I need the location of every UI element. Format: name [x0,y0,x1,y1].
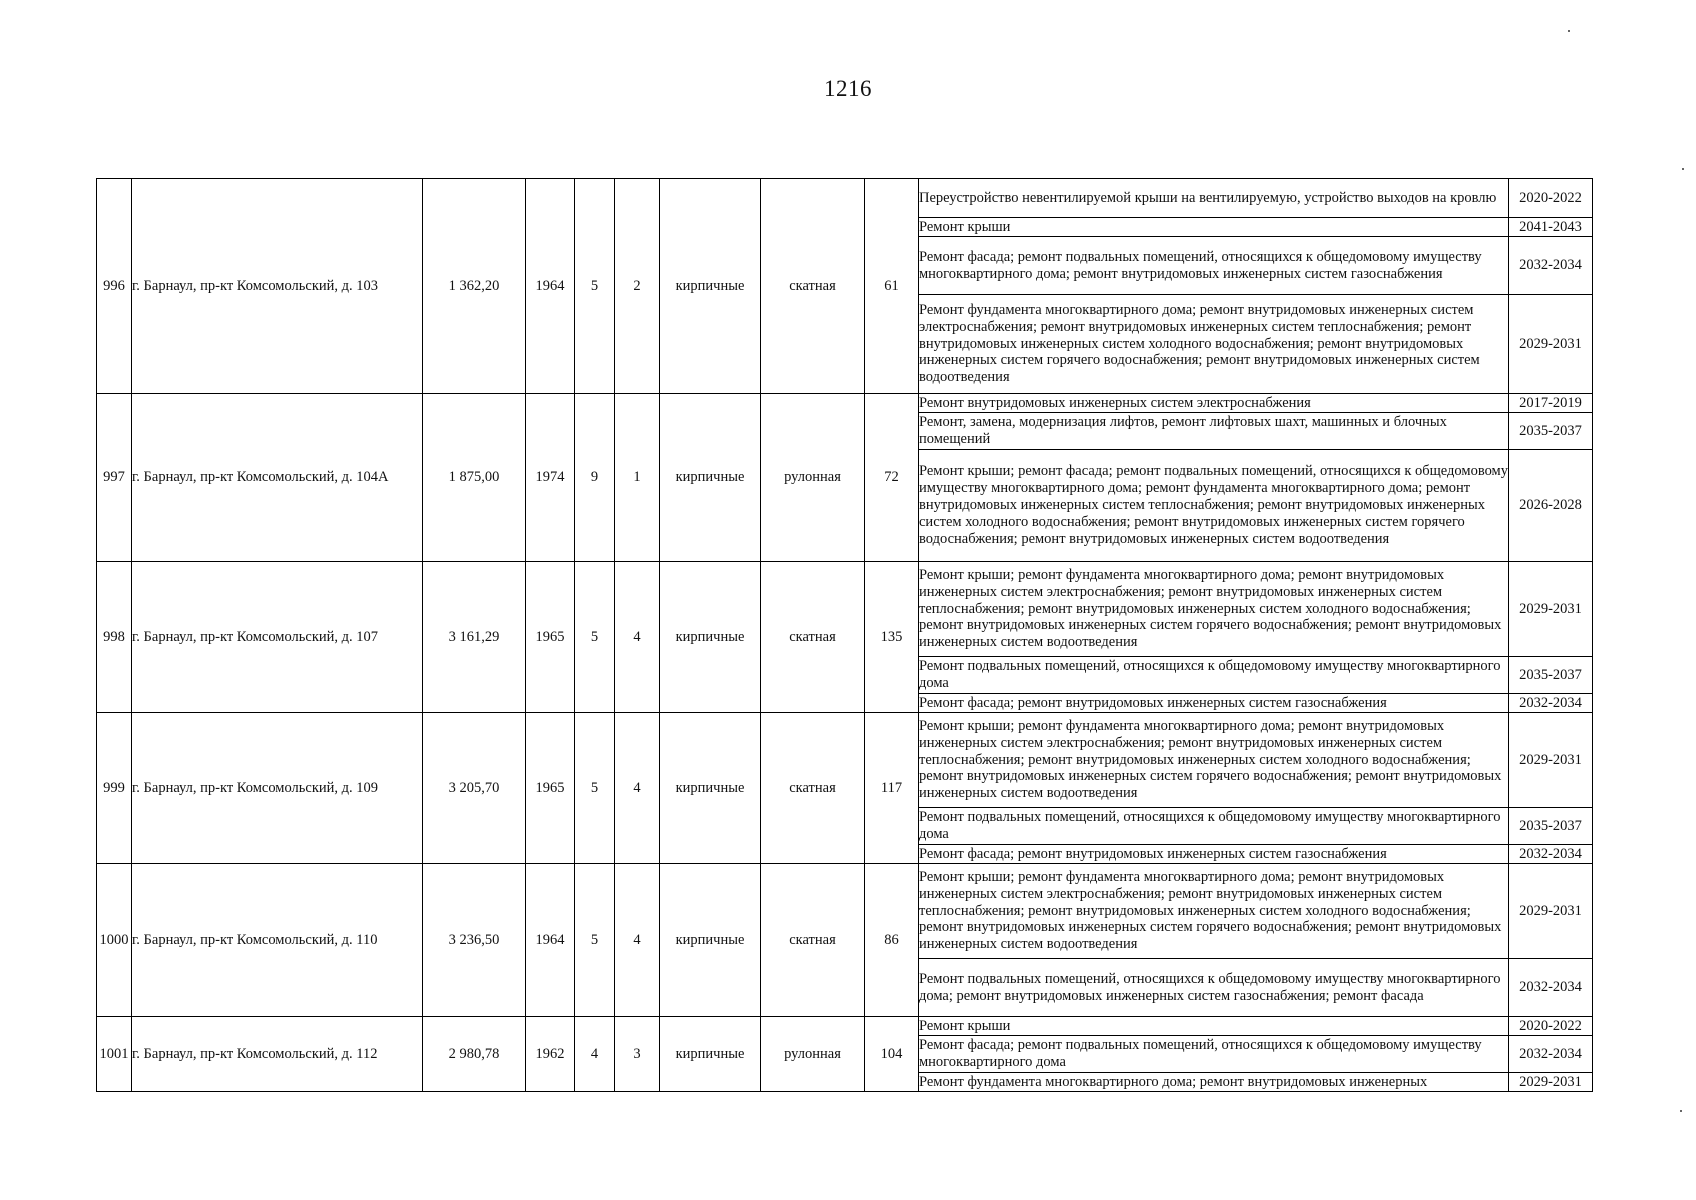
wall-material-cell: кирпичные [660,1017,761,1092]
total-area-cell: 2 980,78 [423,1017,526,1092]
year-built-cell: 1964 [526,179,575,394]
page-number: 1216 [824,76,872,101]
floors-count-cell: 5 [575,864,615,1017]
year-built-cell: 1965 [526,562,575,713]
apartments-count-cell: 117 [865,713,919,864]
wall-material-cell: кирпичные [660,394,761,562]
work-period-cell: 2032-2034 [1509,1036,1593,1073]
roof-type-cell: скатная [761,864,865,1017]
work-description-cell: Ремонт фундамента многоквартирного дома; ремонт внутридомовых инженерных [919,1073,1509,1092]
work-description-cell: Ремонт подвальных помещений, относящихся к общедомовому имуществу многоквартирного дома [919,808,1509,845]
floors-count-cell: 5 [575,713,615,864]
entrances-count-cell: 4 [615,864,660,1017]
row-number-cell: 1001 [97,1017,132,1092]
address-cell: г. Барнаул, пр-кт Комсомольский, д. 112 [132,1017,423,1092]
work-period-cell: 2029-2031 [1509,1073,1593,1092]
total-area-cell: 1 875,00 [423,394,526,562]
entrances-count-cell: 3 [615,1017,660,1092]
work-description-cell: Ремонт фасада; ремонт внутридомовых инженерных систем газоснабжения [919,845,1509,864]
address-cell: г. Барнаул, пр-кт Комсомольский, д. 103 [132,179,423,394]
scan-speck [1682,168,1684,170]
roof-type-cell: рулонная [761,1017,865,1092]
roof-type-cell: скатная [761,713,865,864]
work-period-cell: 2020-2022 [1509,179,1593,218]
apartments-count-cell: 61 [865,179,919,394]
total-area-cell: 3 205,70 [423,713,526,864]
work-description-cell: Ремонт крыши [919,218,1509,237]
work-period-cell: 2029-2031 [1509,295,1593,394]
work-period-cell: 2032-2034 [1509,845,1593,864]
work-description-cell: Ремонт подвальных помещений, относящихся к общедомовому имуществу многоквартирного дома [919,657,1509,694]
table-body [97,179,1593,1092]
roof-type-cell: скатная [761,179,865,394]
work-period-cell: 2035-2037 [1509,413,1593,450]
capital-repair-register-table [96,178,1593,1092]
table-row [97,864,1593,959]
work-description-cell: Переустройство невентилируемой крыши на вентилируемую, устройство выходов на кровлю [919,179,1509,218]
address-cell: г. Барнаул, пр-кт Комсомольский, д. 107 [132,562,423,713]
row-number-cell: 998 [97,562,132,713]
work-description-cell: Ремонт крыши [919,1017,1509,1036]
work-period-cell: 2032-2034 [1509,694,1593,713]
wall-material-cell: кирпичные [660,713,761,864]
year-built-cell: 1965 [526,713,575,864]
work-period-cell: 2041-2043 [1509,218,1593,237]
entrances-count-cell: 2 [615,179,660,394]
wall-material-cell: кирпичные [660,562,761,713]
total-area-cell: 3 161,29 [423,562,526,713]
work-description-cell: Ремонт фасада; ремонт внутридомовых инженерных систем газоснабжения [919,694,1509,713]
roof-type-cell: рулонная [761,394,865,562]
scan-speck [1680,1110,1682,1112]
work-period-cell: 2020-2022 [1509,1017,1593,1036]
entrances-count-cell: 4 [615,562,660,713]
address-cell: г. Барнаул, пр-кт Комсомольский, д. 104А [132,394,423,562]
work-period-cell: 2029-2031 [1509,713,1593,808]
work-period-cell: 2035-2037 [1509,657,1593,694]
wall-material-cell: кирпичные [660,179,761,394]
work-description-cell: Ремонт крыши; ремонт фундамента многоквартирного дома; ремонт внутридомовых инженерных систем электроснабжения; ремонт внутридомовых инженерных систем теплоснабжения; ремонт внутридомовых инженерных систем холодного водоснабжения; ремонт внутридомовых инженерных систем горячего водоснабжения; ремонт внутридомовых инженерных систем водоотведения [919,562,1509,657]
address-cell: г. Барнаул, пр-кт Комсомольский, д. 110 [132,864,423,1017]
apartments-count-cell: 72 [865,394,919,562]
floors-count-cell: 9 [575,394,615,562]
year-built-cell: 1964 [526,864,575,1017]
year-built-cell: 1974 [526,394,575,562]
row-number-cell: 999 [97,713,132,864]
apartments-count-cell: 104 [865,1017,919,1092]
table-row [97,179,1593,218]
scan-speck [1568,30,1570,32]
row-number-cell: 996 [97,179,132,394]
work-period-cell: 2017-2019 [1509,394,1593,413]
work-period-cell: 2029-2031 [1509,864,1593,959]
work-period-cell: 2026-2028 [1509,450,1593,562]
work-period-cell: 2032-2034 [1509,237,1593,295]
work-description-cell: Ремонт фасада; ремонт подвальных помещений, относящихся к общедомовому имуществу многоквартирного дома; ремонт внутридомовых инженерных систем газоснабжения [919,237,1509,295]
floors-count-cell: 5 [575,562,615,713]
work-description-cell: Ремонт фундамента многоквартирного дома; ремонт внутридомовых инженерных систем электроснабжения; ремонт внутридомовых инженерных систем теплоснабжения; ремонт внутридомовых инженерных систем холодного водоснабжения; ремонт внутридомовых инженерных систем горячего водоснабжения; ремонт внутридомовых инженерных систем водоотведения [919,295,1509,394]
table-row [97,713,1593,808]
floors-count-cell: 5 [575,179,615,394]
year-built-cell: 1962 [526,1017,575,1092]
work-period-cell: 2029-2031 [1509,562,1593,657]
row-number-cell: 997 [97,394,132,562]
roof-type-cell: скатная [761,562,865,713]
total-area-cell: 3 236,50 [423,864,526,1017]
table-row [97,394,1593,413]
work-description-cell: Ремонт подвальных помещений, относящихся к общедомовому имуществу многоквартирного дома; ремонт внутридомовых инженерных систем газоснабжения; ремонт фасада [919,959,1509,1017]
work-description-cell: Ремонт крыши; ремонт фундамента многоквартирного дома; ремонт внутридомовых инженерных систем электроснабжения; ремонт внутридомовых инженерных систем теплоснабжения; ремонт внутридомовых инженерных систем холодного водоснабжения; ремонт внутридомовых инженерных систем горячего водоснабжения; ремонт внутридомовых инженерных систем водоотведения [919,864,1509,959]
work-period-cell: 2035-2037 [1509,808,1593,845]
floors-count-cell: 4 [575,1017,615,1092]
work-description-cell: Ремонт фасада; ремонт подвальных помещений, относящихся к общедомовому имуществу многоквартирного дома [919,1036,1509,1073]
work-description-cell: Ремонт крыши; ремонт фундамента многоквартирного дома; ремонт внутридомовых инженерных систем электроснабжения; ремонт внутридомовых инженерных систем теплоснабжения; ремонт внутридомовых инженерных систем холодного водоснабжения; ремонт внутридомовых инженерных систем горячего водоснабжения; ремонт внутридомовых инженерных систем водоотведения [919,713,1509,808]
work-description-cell: Ремонт, замена, модернизация лифтов, ремонт лифтовых шахт, машинных и блочных помещений [919,413,1509,450]
address-cell: г. Барнаул, пр-кт Комсомольский, д. 109 [132,713,423,864]
wall-material-cell: кирпичные [660,864,761,1017]
total-area-cell: 1 362,20 [423,179,526,394]
row-number-cell: 1000 [97,864,132,1017]
table-row [97,562,1593,657]
apartments-count-cell: 86 [865,864,919,1017]
apartments-count-cell: 135 [865,562,919,713]
work-period-cell: 2032-2034 [1509,959,1593,1017]
work-description-cell: Ремонт крыши; ремонт фасада; ремонт подвальных помещений, относящихся к общедомовому имуществу многоквартирного дома; ремонт фундамента многоквартирного дома; ремонт внутридомовых инженерных систем теплоснабжения; ремонт внутридомовых инженерных систем холодного водоснабжения; ремонт внутридомовых инженерных систем горячего водоснабжения; ремонт внутридомовых инженерных систем водоотведения [919,450,1509,562]
entrances-count-cell: 1 [615,394,660,562]
table-row [97,1017,1593,1036]
entrances-count-cell: 4 [615,713,660,864]
work-description-cell: Ремонт внутридомовых инженерных систем электроснабжения [919,394,1509,413]
